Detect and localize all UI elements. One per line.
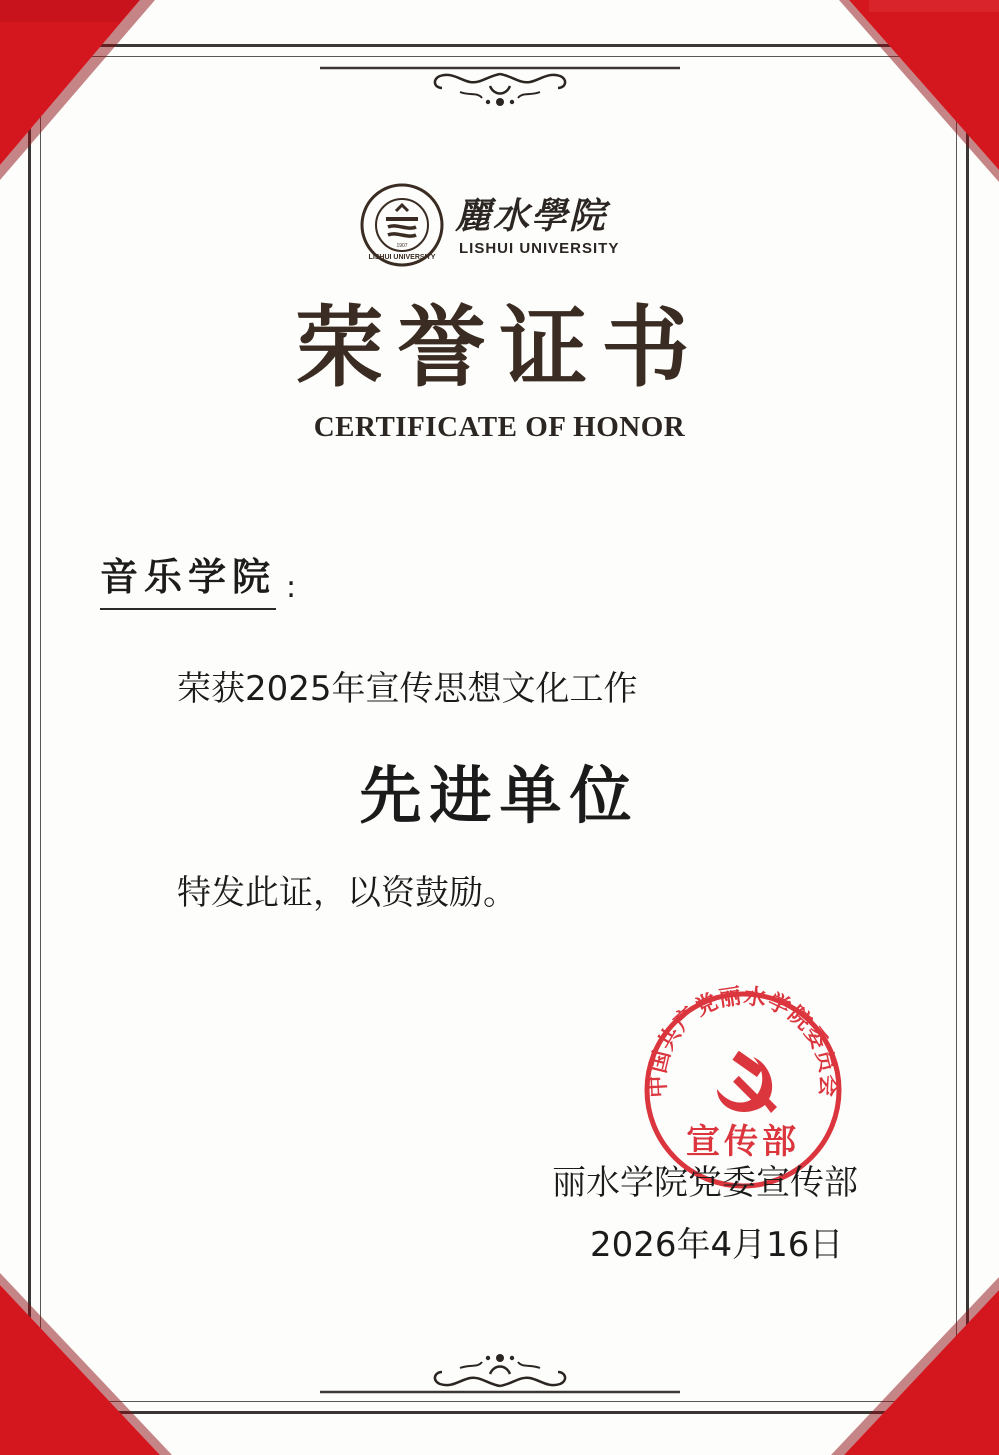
issue-date: 2026年4月16日 xyxy=(590,1225,844,1265)
university-name-chinese: 麗水學院 xyxy=(455,195,608,237)
certificate-title-english: CERTIFICATE OF HONOR xyxy=(313,411,686,443)
award-description: 荣获2025年宣传思想文化工作 xyxy=(177,669,638,709)
svg-text:1907: 1907 xyxy=(396,243,408,249)
party-emblem-icon xyxy=(717,1051,777,1113)
bottom-left-ribbon-corner xyxy=(0,1265,190,1455)
top-ornament xyxy=(320,62,680,112)
bottom-ornament xyxy=(320,1348,680,1398)
top-right-ribbon-corner xyxy=(809,0,999,190)
award-title: 先进单位 xyxy=(359,759,640,832)
recipient-colon: : xyxy=(286,570,297,605)
certificate-title-chinese: 荣誉证书 xyxy=(295,295,704,399)
recipient-name: 音乐学院 xyxy=(100,552,276,610)
university-logo xyxy=(360,183,444,267)
issuing-department: 丽水学院党委宣传部 xyxy=(552,1163,858,1203)
svg-text:LISHUI UNIVERSITY: LISHUI UNIVERSITY xyxy=(368,254,436,261)
university-name-english: LISHUI UNIVERSITY xyxy=(459,240,620,257)
svg-text:宣传部: 宣传部 xyxy=(686,1122,800,1162)
bottom-right-ribbon-corner xyxy=(809,1265,999,1455)
closing-statement: 特发此证，以资鼓励。 xyxy=(177,873,517,913)
svg-text:中国共产党丽水学院委员会: 中国共产党丽水学院委员会 xyxy=(644,985,842,1099)
top-left-ribbon-corner xyxy=(0,0,190,190)
